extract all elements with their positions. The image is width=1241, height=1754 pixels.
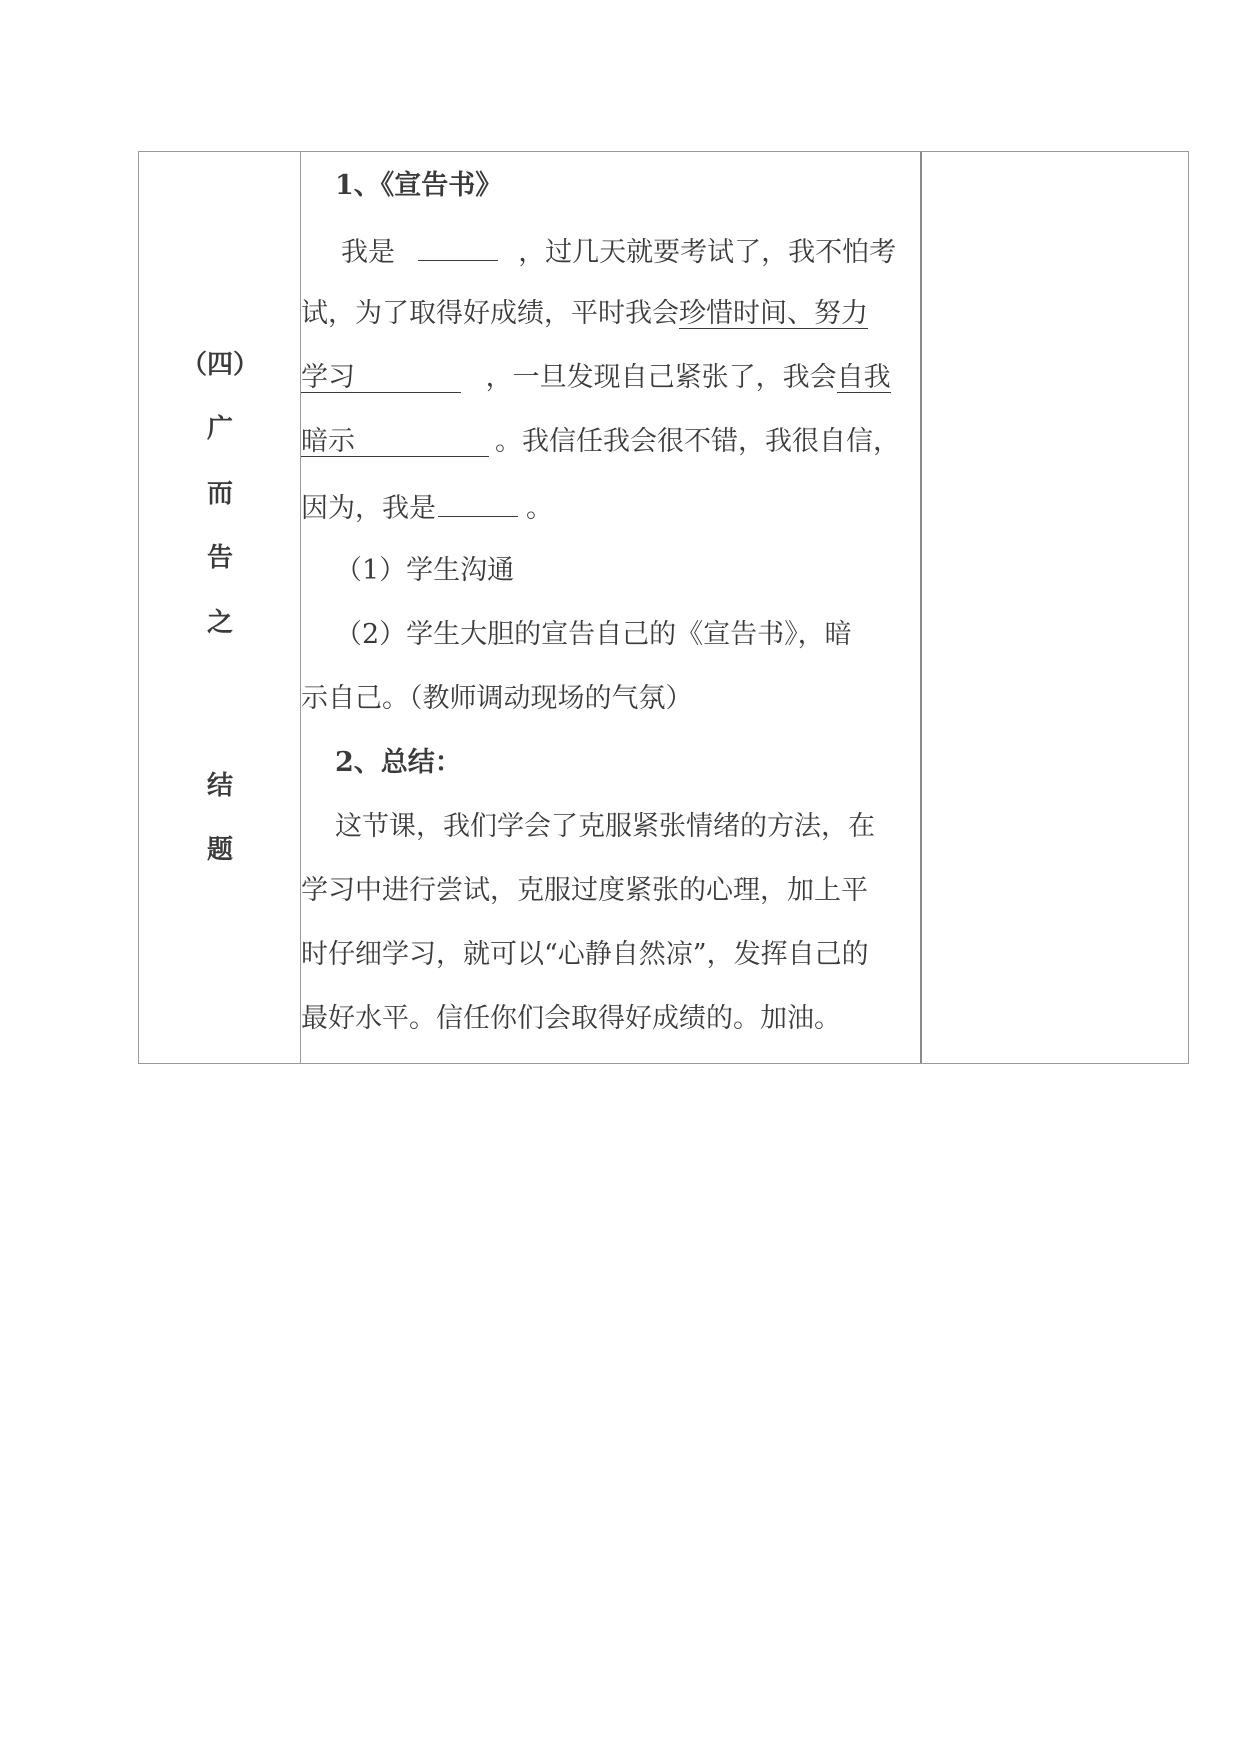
notes-cell [922,152,1188,1063]
section-char-guang: 广 [206,414,233,444]
item-student-declare-line-2: 示自己。（教师调动现场的气氛） [301,683,693,714]
heading-summary: 2、总结： [335,747,462,778]
text-segment: ，过几天就要考试了，我不怕考 [518,237,897,268]
summary-line-1: 这节课，我们学会了克服紧张情绪的方法，在 [335,811,875,842]
item-student-communication: （1）学生沟通 [335,555,515,586]
item-student-declare-line-1: （2）学生大胆的宣告自己的《宣告书》，暗 [335,619,852,650]
content-cell [301,152,922,1063]
heading-declaration: 1、《宣告书》 [335,170,503,201]
lesson-table [138,151,1189,1064]
section-label-4: （四） [180,350,259,380]
fill-blank-name-1 [418,230,498,261]
paragraph-line-3 [301,358,891,398]
section-char-gao: 告 [206,543,233,573]
paragraph-line-1 [341,230,896,270]
underlined-answer: 珍惜时间、努力 [679,294,868,329]
underlined-answer: 自我 [837,358,891,393]
paragraph-line-2 [301,294,868,334]
paragraph-line-4 [301,422,900,462]
text-segment: 我是 [341,237,395,268]
text-segment: 。我信任我会很不错，我很自信， [495,426,900,457]
text-segment: 因为，我是 [301,493,436,524]
text-segment: 。 [526,493,553,524]
section-char-zhi: 之 [206,608,233,638]
section-char-jie: 结 [206,771,233,801]
summary-line-2: 学习中进行尝试，克服过度紧张的心理，加上平 [301,875,868,906]
summary-line-3: 时仔细学习，就可以“心静自然凉”，发挥自己的 [301,939,869,970]
text-segment: ，一旦发现自己紧张了，我会 [485,362,837,393]
summary-line-4: 最好水平。信任你们会取得好成绩的。加油。 [301,1003,841,1034]
underlined-answer: 学习 [301,358,461,393]
section-char-er: 而 [206,479,233,509]
paragraph-line-5 [301,486,553,526]
underlined-answer: 暗示 [301,422,489,457]
fill-blank-name-2 [438,486,518,517]
section-char-ti: 题 [206,835,233,865]
text-segment: 试，为了取得好成绩，平时我会 [301,298,679,329]
